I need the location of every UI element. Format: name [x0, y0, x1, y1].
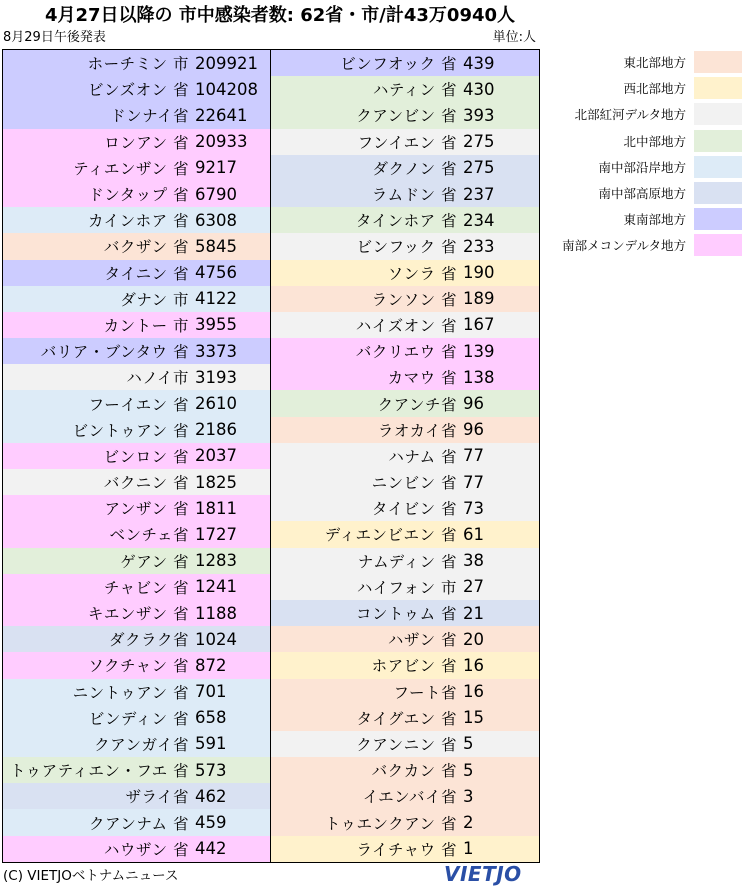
- province-name: ゲアン 省: [120, 552, 189, 571]
- table-row: [3, 469, 271, 495]
- legend-swatch: [694, 51, 742, 73]
- province-name: バクニン 省: [103, 474, 189, 493]
- case-count: 573: [195, 760, 227, 780]
- case-count: 189: [463, 289, 495, 309]
- case-count: 439: [463, 53, 495, 73]
- legend-item: [548, 232, 748, 258]
- announcement-date: 8月29日午後発表: [3, 30, 106, 45]
- province-name: クアンニン 省: [356, 735, 457, 754]
- case-count: 77: [463, 446, 484, 466]
- province-name: ハティン 省: [372, 81, 457, 100]
- province-name: ビンロン 省: [103, 447, 189, 466]
- province-name: ニントゥアン 省: [72, 683, 189, 702]
- province-name: ランソン 省: [371, 290, 457, 309]
- case-count: 139: [463, 341, 495, 361]
- province-name: ダクノン 省: [372, 159, 457, 178]
- province-name: フーイエン 省: [88, 395, 189, 414]
- table-row: [3, 574, 271, 600]
- table-row: [271, 731, 539, 757]
- case-count: 701: [195, 682, 227, 702]
- province-name: ダクラク省: [108, 631, 189, 650]
- table-row: [3, 76, 271, 102]
- case-count: 3955: [195, 315, 237, 335]
- unit-label: 単位:人: [492, 30, 536, 45]
- case-count: 3373: [195, 341, 237, 361]
- case-count: 3: [463, 786, 474, 806]
- province-name: ソンラ 省: [387, 264, 457, 283]
- table-row: [271, 443, 539, 469]
- table-row: [3, 652, 271, 678]
- case-count: 5845: [195, 236, 237, 256]
- case-count: 15: [463, 708, 484, 728]
- legend-item: [548, 154, 748, 180]
- province-name: バリア・ブンタウ 省: [40, 343, 189, 362]
- province-name: ライチャウ 省: [356, 840, 457, 859]
- table-row: [271, 574, 539, 600]
- province-name: タイグエン 省: [356, 709, 457, 728]
- case-count: 6308: [195, 210, 237, 230]
- province-name: タインホア 省: [355, 212, 457, 231]
- province-name: カインホア 省: [88, 212, 189, 231]
- case-count: 96: [463, 420, 484, 440]
- legend-swatch: [694, 234, 742, 256]
- province-name: チャビン 省: [104, 578, 189, 597]
- case-count: 9217: [195, 158, 237, 178]
- province-name: カマウ 省: [387, 369, 457, 388]
- province-name: ドンナイ省: [110, 107, 189, 126]
- case-count: 233: [463, 236, 495, 256]
- table-row: [3, 181, 271, 207]
- table-row: [271, 757, 539, 783]
- table-row: [3, 312, 271, 338]
- case-count: 234: [463, 210, 495, 230]
- table-row: [3, 102, 271, 128]
- province-name: タイビン 省: [371, 500, 457, 519]
- case-count: 2186: [195, 420, 237, 440]
- province-name: ベンチェ省: [109, 526, 189, 545]
- case-count: 1825: [195, 472, 237, 492]
- case-count: 4756: [195, 263, 237, 283]
- case-count: 20933: [195, 132, 248, 152]
- table-row: [3, 50, 271, 76]
- case-count: 61: [463, 524, 484, 544]
- legend-item: [548, 180, 748, 206]
- province-name: ラオカイ省: [377, 421, 457, 440]
- copyright-credit: (C) VIETJOベトナムニュース: [3, 868, 179, 884]
- table-row: [3, 417, 271, 443]
- case-count: 1: [463, 839, 474, 859]
- legend-item: [548, 49, 748, 75]
- case-count: 2610: [195, 394, 237, 414]
- table-row: [3, 443, 271, 469]
- province-name: ハイズオン 省: [355, 316, 457, 335]
- case-count: 1727: [195, 524, 237, 544]
- province-name: キエンザン 省: [87, 605, 189, 624]
- case-count: 872: [195, 655, 227, 675]
- table-row: [3, 757, 271, 783]
- case-count: 2037: [195, 446, 237, 466]
- table-row: [271, 390, 539, 416]
- province-name: ホアビン 省: [371, 657, 457, 676]
- case-count: 138: [463, 367, 495, 387]
- table-row: [3, 521, 271, 547]
- table-row: [271, 809, 539, 835]
- province-name: ビンズオン 省: [88, 81, 189, 100]
- province-name: イエンバイ省: [362, 788, 457, 807]
- case-count: 6790: [195, 184, 237, 204]
- case-count: 167: [463, 315, 495, 335]
- table-row: [271, 181, 539, 207]
- province-name: ホーチミン 市: [87, 55, 189, 74]
- case-count: 237: [463, 184, 495, 204]
- case-count: 442: [195, 839, 227, 859]
- case-count: 22641: [195, 105, 248, 125]
- province-name: タイニン 省: [104, 264, 189, 283]
- table-row: [3, 155, 271, 181]
- case-count: 1241: [195, 577, 237, 597]
- table-column-right: [270, 49, 540, 863]
- table-row: [3, 809, 271, 835]
- table-row: [271, 364, 539, 390]
- table-row: [3, 600, 271, 626]
- legend-item: [548, 128, 748, 154]
- province-name: アンザン 省: [104, 500, 189, 519]
- province-name: ティエンザン 省: [73, 159, 189, 178]
- case-count: 73: [463, 498, 484, 518]
- table-row: [3, 207, 271, 233]
- province-name: ビンフオック 省: [340, 55, 457, 74]
- table-row: [3, 233, 271, 259]
- legend-swatch: [694, 77, 742, 99]
- table-row: [3, 390, 271, 416]
- province-name: ビンディン 省: [88, 709, 189, 728]
- table-row: [271, 469, 539, 495]
- region-legend: [548, 49, 748, 259]
- case-count: 393: [463, 105, 495, 125]
- table-row: [271, 312, 539, 338]
- table-row: [3, 364, 271, 390]
- table-row: [271, 76, 539, 102]
- table-row: [271, 652, 539, 678]
- page-title: 4月27日以降の 市中感染者数: 62省・市/計43万0940人: [44, 5, 516, 26]
- case-count: 591: [195, 734, 227, 754]
- table-row: [271, 50, 539, 76]
- legend-item: [548, 75, 748, 101]
- province-name: トゥエンクアン 省: [324, 814, 457, 833]
- legend-swatch: [694, 208, 742, 230]
- province-name: ラムドン 省: [371, 186, 457, 205]
- province-name: ハナム 省: [388, 447, 457, 466]
- province-name: ハウザン 省: [103, 840, 189, 859]
- legend-swatch: [694, 156, 742, 178]
- table-row: [271, 102, 539, 128]
- case-count: 21: [463, 603, 484, 623]
- legend-label: 北部紅河デルタ地方: [574, 107, 686, 123]
- case-count: 658: [195, 708, 227, 728]
- table-row: [271, 417, 539, 443]
- case-count: 190: [463, 263, 495, 283]
- legend-swatch: [694, 130, 742, 152]
- table-row: [3, 705, 271, 731]
- case-count: 459: [195, 813, 227, 833]
- legend-item: [548, 101, 748, 127]
- legend-label: 南部メコンデルタ地方: [562, 238, 686, 254]
- table-row: [271, 286, 539, 312]
- province-name: フンイエン 省: [357, 133, 457, 152]
- legend-swatch: [694, 103, 742, 125]
- case-count: 20: [463, 629, 484, 649]
- legend-label: 北中部地方: [623, 133, 686, 149]
- province-name: ハイフォン 市: [356, 578, 457, 597]
- province-name: クアンガイ省: [94, 735, 189, 754]
- case-count: 209921: [195, 53, 258, 73]
- table-row: [271, 521, 539, 547]
- legend-label: 南中部高原地方: [598, 186, 686, 202]
- province-name: カントー 市: [103, 316, 189, 335]
- case-count: 27: [463, 577, 484, 597]
- province-name: ニンビン 省: [371, 474, 457, 493]
- case-count: 1811: [195, 498, 237, 518]
- table-row: [271, 783, 539, 809]
- province-name: クアンチ省: [377, 395, 457, 414]
- table-row: [271, 836, 539, 862]
- table-row: [3, 626, 271, 652]
- province-name: バクリエウ 省: [355, 343, 457, 362]
- table-row: [3, 495, 271, 521]
- province-name: ビントゥアン 省: [72, 421, 189, 440]
- table-row: [271, 129, 539, 155]
- case-count: 5: [463, 734, 474, 754]
- table-row: [3, 129, 271, 155]
- table-row: [271, 548, 539, 574]
- table-row: [3, 338, 271, 364]
- province-name: ダナン 市: [120, 290, 189, 309]
- province-name: クアンナム 省: [88, 814, 189, 833]
- province-name: ハザン 省: [387, 631, 457, 650]
- table-row: [3, 731, 271, 757]
- case-count: 77: [463, 472, 484, 492]
- legend-label: 東南部地方: [623, 212, 686, 228]
- legend-swatch: [694, 182, 742, 204]
- province-name: ディエンビエン 省: [324, 526, 457, 545]
- table-row: [3, 836, 271, 862]
- table-row: [271, 600, 539, 626]
- table-row: [3, 548, 271, 574]
- table-row: [271, 626, 539, 652]
- case-count: 1188: [195, 603, 237, 623]
- case-count: 3193: [195, 367, 237, 387]
- province-name: コントゥム 省: [355, 605, 457, 624]
- table-row: [3, 260, 271, 286]
- province-name: ロンアン 省: [104, 133, 189, 152]
- table-row: [3, 783, 271, 809]
- legend-label: 南中部沿岸地方: [598, 159, 686, 175]
- case-count: 275: [463, 158, 495, 178]
- table-row: [271, 705, 539, 731]
- province-name: ビンフック 省: [356, 238, 457, 257]
- table-row: [3, 286, 271, 312]
- province-name: ザライ省: [125, 788, 189, 807]
- province-name: フート省: [393, 683, 457, 702]
- province-name: バクカン 省: [371, 762, 457, 781]
- case-count: 2: [463, 813, 474, 833]
- case-count: 16: [463, 655, 484, 675]
- table-row: [271, 338, 539, 364]
- case-count: 1283: [195, 551, 237, 571]
- table-column-left: [2, 49, 272, 863]
- case-count: 430: [463, 79, 495, 99]
- table-row: [271, 495, 539, 521]
- province-name: ドンタップ 省: [88, 186, 189, 205]
- province-name: トゥアティエン・フエ 省: [9, 762, 189, 781]
- case-count: 96: [463, 394, 484, 414]
- table-row: [3, 679, 271, 705]
- legend-label: 西北部地方: [623, 81, 686, 97]
- province-name: ソクチャン 省: [88, 657, 189, 676]
- table-row: [271, 155, 539, 181]
- case-count: 38: [463, 551, 484, 571]
- case-count: 16: [463, 682, 484, 702]
- case-count: 5: [463, 760, 474, 780]
- province-name: ハノイ市: [126, 369, 189, 388]
- table-row: [271, 207, 539, 233]
- case-count: 1024: [195, 629, 237, 649]
- province-name: ナムディン 省: [357, 552, 457, 571]
- legend-item: [548, 206, 748, 232]
- case-count: 462: [195, 786, 227, 806]
- case-count: 4122: [195, 289, 237, 309]
- table-row: [271, 233, 539, 259]
- table-row: [271, 260, 539, 286]
- table-row: [271, 679, 539, 705]
- case-count: 275: [463, 132, 495, 152]
- province-name: クアンビン 省: [356, 107, 457, 126]
- province-name: バクザン 省: [103, 238, 189, 257]
- case-count: 104208: [195, 79, 258, 99]
- vietjo-logo: VIETJO: [444, 862, 522, 886]
- legend-label: 東北部地方: [623, 55, 686, 71]
